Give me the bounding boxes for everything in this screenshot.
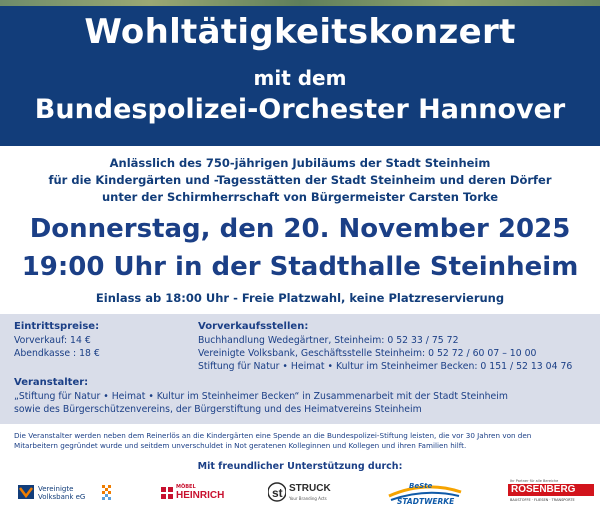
struck-tagline: Your Branding Acts	[289, 496, 327, 501]
event-admission: Einlass ab 18:00 Uhr - Freie Platzwahl, keine Platzreservierung	[95, 291, 505, 305]
presale-point-3: Stiftung für Natur • Heimat • Kultur im Steinheimer Becken: 0 151 / 52 13 04 76	[198, 361, 573, 372]
sponsor-logos	[0, 478, 600, 507]
roesenberg-subline: BAUSTOFFE · FLIESEN · TRANSPORTE	[510, 498, 575, 502]
occasion-text	[0, 155, 600, 206]
beste-name: STADTWERKE	[397, 497, 455, 506]
volksbank-name-line-1: Vereinigte	[38, 485, 74, 493]
organizer-line-2: sowie des Bürgerschützenvereins, der Bürgerstiftung und des Heimatvereins Steinheim	[14, 404, 422, 415]
event-time-place: 19:00 Uhr in der Stadthalle Steinheim	[21, 252, 579, 282]
price-box-office: Abendkasse : 18 €	[14, 348, 100, 359]
presale-point-1: Buchhandlung Wedegärtner, Steinheim: 0 52 33 / 75 72	[198, 335, 459, 346]
volksbank-name	[38, 485, 85, 501]
struck-mark-icon	[268, 480, 286, 504]
presale-point-2: Vereinigte Volksbank, Geschäftsstelle Steinheim: 0 52 72 / 60 07 – 10 00	[198, 348, 537, 359]
struck-name: STRUCK	[289, 483, 331, 494]
concert-title: Wohltätigkeitskonzert	[84, 12, 516, 52]
struck-logo	[268, 478, 348, 507]
beste-logo	[385, 478, 465, 507]
disclaimer-line-2: Mitarbeitern gegründet wurde und seitdem unverschuldet in Not geratenen Kolleginnen und Kollegen und ihren Familien hilft.	[14, 441, 467, 450]
donation-disclaimer	[14, 431, 589, 451]
presale-points-heading: Vorverkaufsstellen:	[198, 321, 309, 332]
beste-top-label: BeSte	[409, 482, 433, 490]
roesenberg-name: RÖSENBERG	[511, 484, 576, 495]
event-date: Donnerstag, den 20. November 2025	[29, 214, 571, 244]
svg-text:st: st	[272, 486, 283, 500]
volksbank-logo	[18, 478, 128, 507]
concert-subtitle: mit dem	[253, 66, 347, 90]
occasion-line-3: unter der Schirmherrschaft von Bürgermeister Carsten Torke	[101, 190, 499, 204]
organizer-heading: Veranstalter:	[14, 377, 89, 388]
disclaimer-line-1: Die Veranstalter werden neben dem Reinerlös an die Kindergärten eine Spende an die Bundespolizei-Stiftung leisten, die vor 30 Jahren von den	[14, 431, 532, 440]
heinrich-mark-icon	[160, 486, 174, 500]
occasion-line-2: für die Kindergärten und -Tagesstätten der Stadt Steinheim und deren Dörfer	[48, 173, 552, 187]
occasion-line-1: Anlässlich des 750-jährigen Jubiläums der Stadt Steinheim	[109, 156, 491, 170]
roesenberg-top-label: Ihr Partner für alle Bereiche	[510, 479, 559, 483]
support-heading: Mit freundlicher Unterstützung durch:	[197, 461, 403, 472]
prices-heading: Eintrittspreise:	[14, 321, 100, 332]
price-presale: Vorverkauf: 14 €	[14, 335, 91, 346]
heinrich-small-label: MÖBEL	[176, 484, 196, 490]
heinrich-name: HEINRICH	[176, 490, 225, 501]
heinrich-logo	[160, 478, 240, 507]
volksbank-name-line-2: Volksbank eG	[38, 493, 86, 501]
header-photo-strip	[0, 0, 600, 6]
info-box	[0, 314, 600, 424]
organizer-line-1: „Stiftung für Natur • Heimat • Kultur im Steinheimer Becken“ in Zusammenarbeit mit der Stadt Steinheim	[14, 391, 508, 402]
roesenberg-logo	[508, 478, 596, 507]
orchestra-name: Bundespolizei-Orchester Hannover	[34, 94, 566, 125]
header-banner	[0, 0, 600, 146]
